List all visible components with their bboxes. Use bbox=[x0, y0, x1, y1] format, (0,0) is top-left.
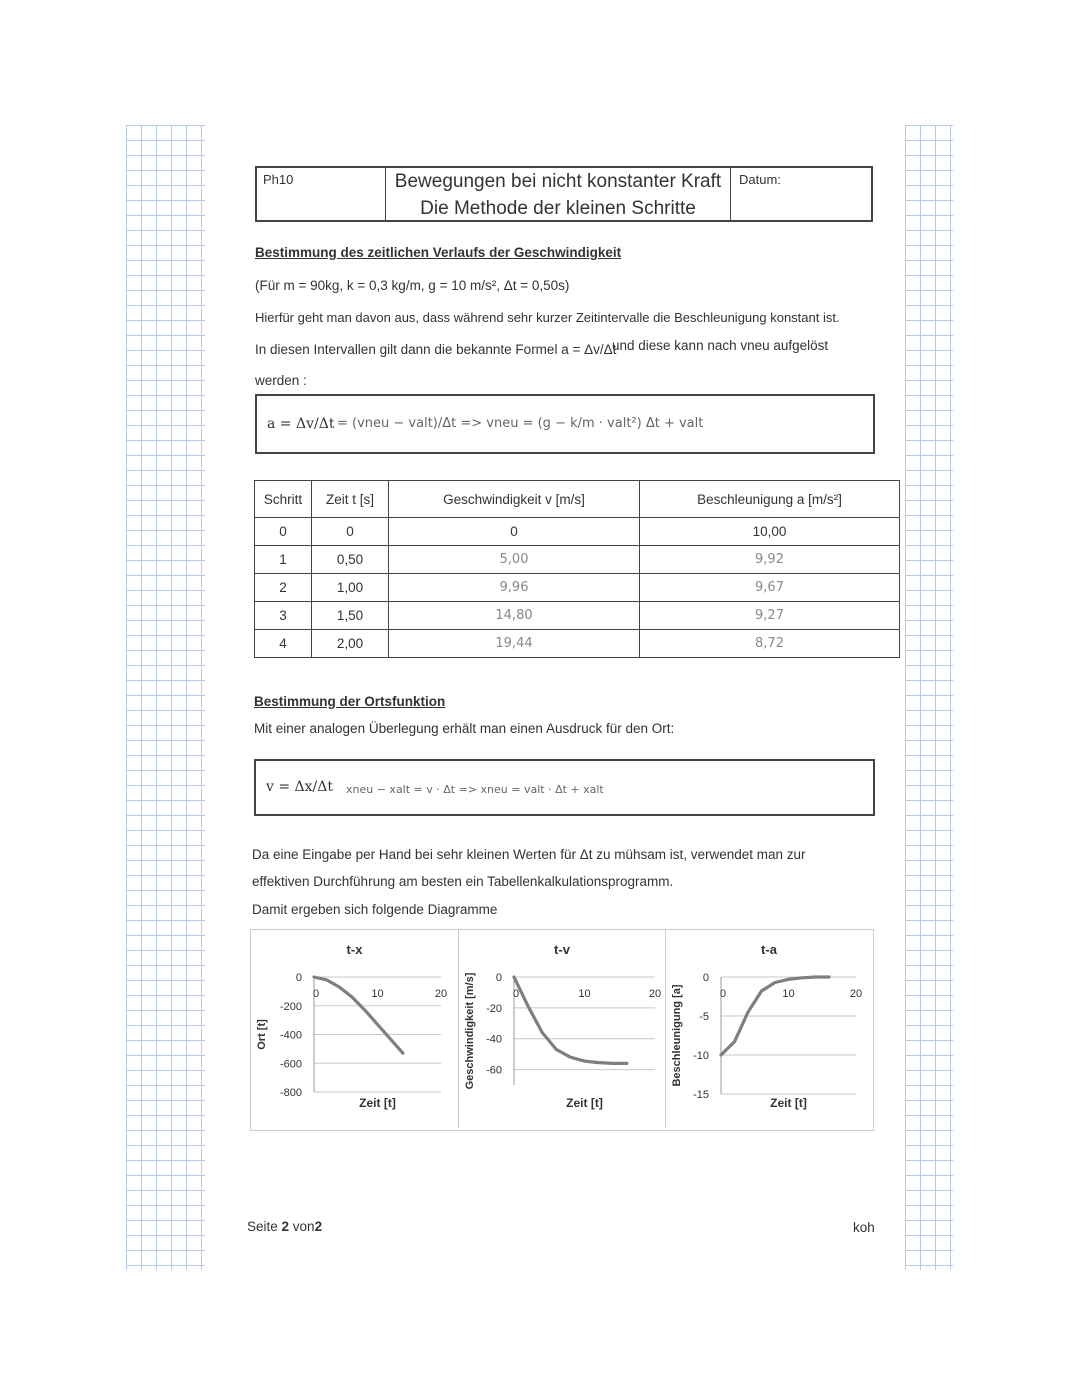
y-axis-label: Geschwindigkeit [m/s] bbox=[464, 972, 476, 1090]
series-line-x bbox=[314, 977, 403, 1053]
y-tick-label: 0 bbox=[295, 972, 302, 984]
cell-step: 4 bbox=[255, 630, 312, 658]
table-header-row bbox=[255, 481, 900, 518]
cell-acceleration: 9,27 bbox=[640, 602, 900, 630]
column-header: Zeit t [s] bbox=[312, 481, 389, 518]
cell-step: 1 bbox=[255, 546, 312, 574]
column-header: Geschwindigkeit v [m/s] bbox=[389, 481, 640, 518]
charts-panel bbox=[250, 929, 874, 1131]
chart-t-x bbox=[251, 930, 459, 1128]
graph-paper-left bbox=[126, 125, 206, 1270]
page-prefix: Seite bbox=[247, 1219, 282, 1234]
text-line: Mit einer analogen Überlegung erhält man einen Ausdruck für den Ort: bbox=[254, 721, 675, 736]
x-axis-label: Zeit [t] bbox=[359, 1096, 396, 1110]
formula-handwritten: = (vneu − valt)/Δt => vneu = (g − k/m · valt²) Δt + valt bbox=[337, 416, 704, 431]
y-tick-label: -400 bbox=[279, 1029, 302, 1042]
cell-velocity: 9,96 bbox=[389, 574, 640, 602]
text-line: werden : bbox=[255, 373, 307, 388]
formula-printed: a = Δv/Δt bbox=[267, 416, 335, 432]
y-tick-label: -800 bbox=[279, 1087, 302, 1099]
x-tick-label: 0 bbox=[312, 988, 320, 1000]
y-tick-label: -600 bbox=[279, 1058, 302, 1071]
y-tick-label: -40 bbox=[486, 1033, 502, 1046]
x-tick-label: 20 bbox=[648, 988, 662, 1000]
page-total: 2 bbox=[314, 1219, 323, 1234]
formula-printed: v = Δx/Δt bbox=[266, 779, 333, 795]
text-line: Da eine Eingabe per Hand bei sehr kleinen Werten für Δt zu mühsam ist, verwendet man zur bbox=[252, 847, 806, 862]
graph-paper-right bbox=[905, 125, 953, 1270]
parameters-line: (Für m = 90kg, k = 0,3 kg/m, g = 10 m/s², Δt = 0,50s) bbox=[255, 278, 570, 293]
page-number bbox=[247, 1219, 322, 1234]
table-row bbox=[255, 518, 900, 546]
table-row bbox=[255, 574, 900, 602]
author-initials: koh bbox=[853, 1220, 875, 1235]
cell-time: 0 bbox=[312, 518, 389, 546]
text-line: und diese kann nach vneu aufgelöst bbox=[612, 338, 829, 353]
header-box bbox=[255, 166, 873, 222]
table-row bbox=[255, 602, 900, 630]
formula-box-velocity bbox=[255, 394, 875, 454]
y-axis-label: Ort [t] bbox=[256, 1019, 268, 1050]
text-line: Hierfür geht man davon aus, dass während sehr kurzer Zeitintervalle die Beschleunigung konstant ist. bbox=[255, 310, 840, 325]
page-title bbox=[386, 168, 731, 220]
title-line-1: Bewegungen bei nicht konstanter Kraft bbox=[394, 171, 722, 192]
title-line-2: Die Methode der kleinen Schritte bbox=[420, 198, 696, 219]
chart-title: t-x bbox=[346, 942, 363, 957]
x-axis-label: Zeit [t] bbox=[770, 1096, 807, 1110]
column-header: Schritt bbox=[255, 481, 312, 518]
x-tick-label: 20 bbox=[434, 988, 448, 1000]
chart-t-a bbox=[666, 930, 872, 1128]
y-tick-label: -60 bbox=[486, 1064, 502, 1077]
cell-acceleration: 9,67 bbox=[640, 574, 900, 602]
values-table bbox=[254, 480, 900, 658]
cell-time: 1,00 bbox=[312, 574, 389, 602]
y-tick-label: -5 bbox=[699, 1011, 709, 1023]
y-axis-label: Beschleunigung [a] bbox=[671, 984, 683, 1087]
y-tick-label: -20 bbox=[486, 1002, 502, 1015]
x-tick-label: 10 bbox=[371, 988, 384, 1000]
cell-time: 1,50 bbox=[312, 602, 389, 630]
cell-step: 3 bbox=[255, 602, 312, 630]
text-line: In diesen Intervallen gilt dann die bekannte Formel a = Δv/Δt bbox=[255, 342, 617, 357]
cell-velocity: 19,44 bbox=[389, 630, 640, 658]
cell-acceleration: 9,92 bbox=[640, 546, 900, 574]
y-tick-label: -10 bbox=[693, 1050, 709, 1062]
section-heading-velocity: Bestimmung des zeitlichen Verlaufs der Geschwindigkeit bbox=[255, 245, 622, 260]
y-tick-label: 0 bbox=[702, 972, 709, 984]
cell-time: 0,50 bbox=[312, 546, 389, 574]
page-current: 2 bbox=[281, 1219, 290, 1234]
formula-handwritten: xneu − xalt = v · Δt => xneu = valt · Δt + xalt bbox=[346, 783, 604, 796]
x-tick-label: 0 bbox=[512, 988, 520, 1000]
course-label: Ph10 bbox=[257, 168, 386, 220]
formula-box-position bbox=[254, 759, 875, 816]
cell-velocity: 14,80 bbox=[389, 602, 640, 630]
x-tick-label: 10 bbox=[782, 988, 795, 1000]
y-tick-label: -15 bbox=[693, 1089, 709, 1101]
table-row bbox=[255, 630, 900, 658]
y-tick-label: 0 bbox=[495, 972, 502, 984]
cell-velocity: 0 bbox=[389, 518, 640, 546]
x-tick-label: 10 bbox=[578, 988, 591, 1000]
cell-step: 0 bbox=[255, 518, 312, 546]
column-header: Beschleunigung a [m/s²] bbox=[640, 481, 900, 518]
cell-step: 2 bbox=[255, 574, 312, 602]
y-tick-label: -200 bbox=[279, 1000, 302, 1013]
chart-title: t-a bbox=[761, 942, 777, 957]
table-row bbox=[255, 546, 900, 574]
x-tick-label: 0 bbox=[719, 988, 727, 1000]
date-label: Datum: bbox=[739, 172, 781, 187]
chart-t-v bbox=[459, 930, 666, 1128]
text-line: Damit ergeben sich folgende Diagramme bbox=[252, 902, 498, 917]
x-axis-label: Zeit [t] bbox=[566, 1096, 603, 1110]
section-heading-position: Bestimmung der Ortsfunktion bbox=[254, 694, 446, 709]
chart-title: t-v bbox=[554, 942, 570, 957]
x-tick-label: 20 bbox=[849, 988, 863, 1000]
cell-velocity: 5,00 bbox=[389, 546, 640, 574]
cell-time: 2,00 bbox=[312, 630, 389, 658]
text-line: effektiven Durchführung am besten ein Tabellenkalkulationsprogramm. bbox=[252, 874, 674, 889]
series-line-v bbox=[514, 977, 627, 1063]
cell-acceleration: 10,00 bbox=[640, 518, 900, 546]
page-mid: von bbox=[289, 1219, 315, 1234]
cell-acceleration: 8,72 bbox=[640, 630, 900, 658]
